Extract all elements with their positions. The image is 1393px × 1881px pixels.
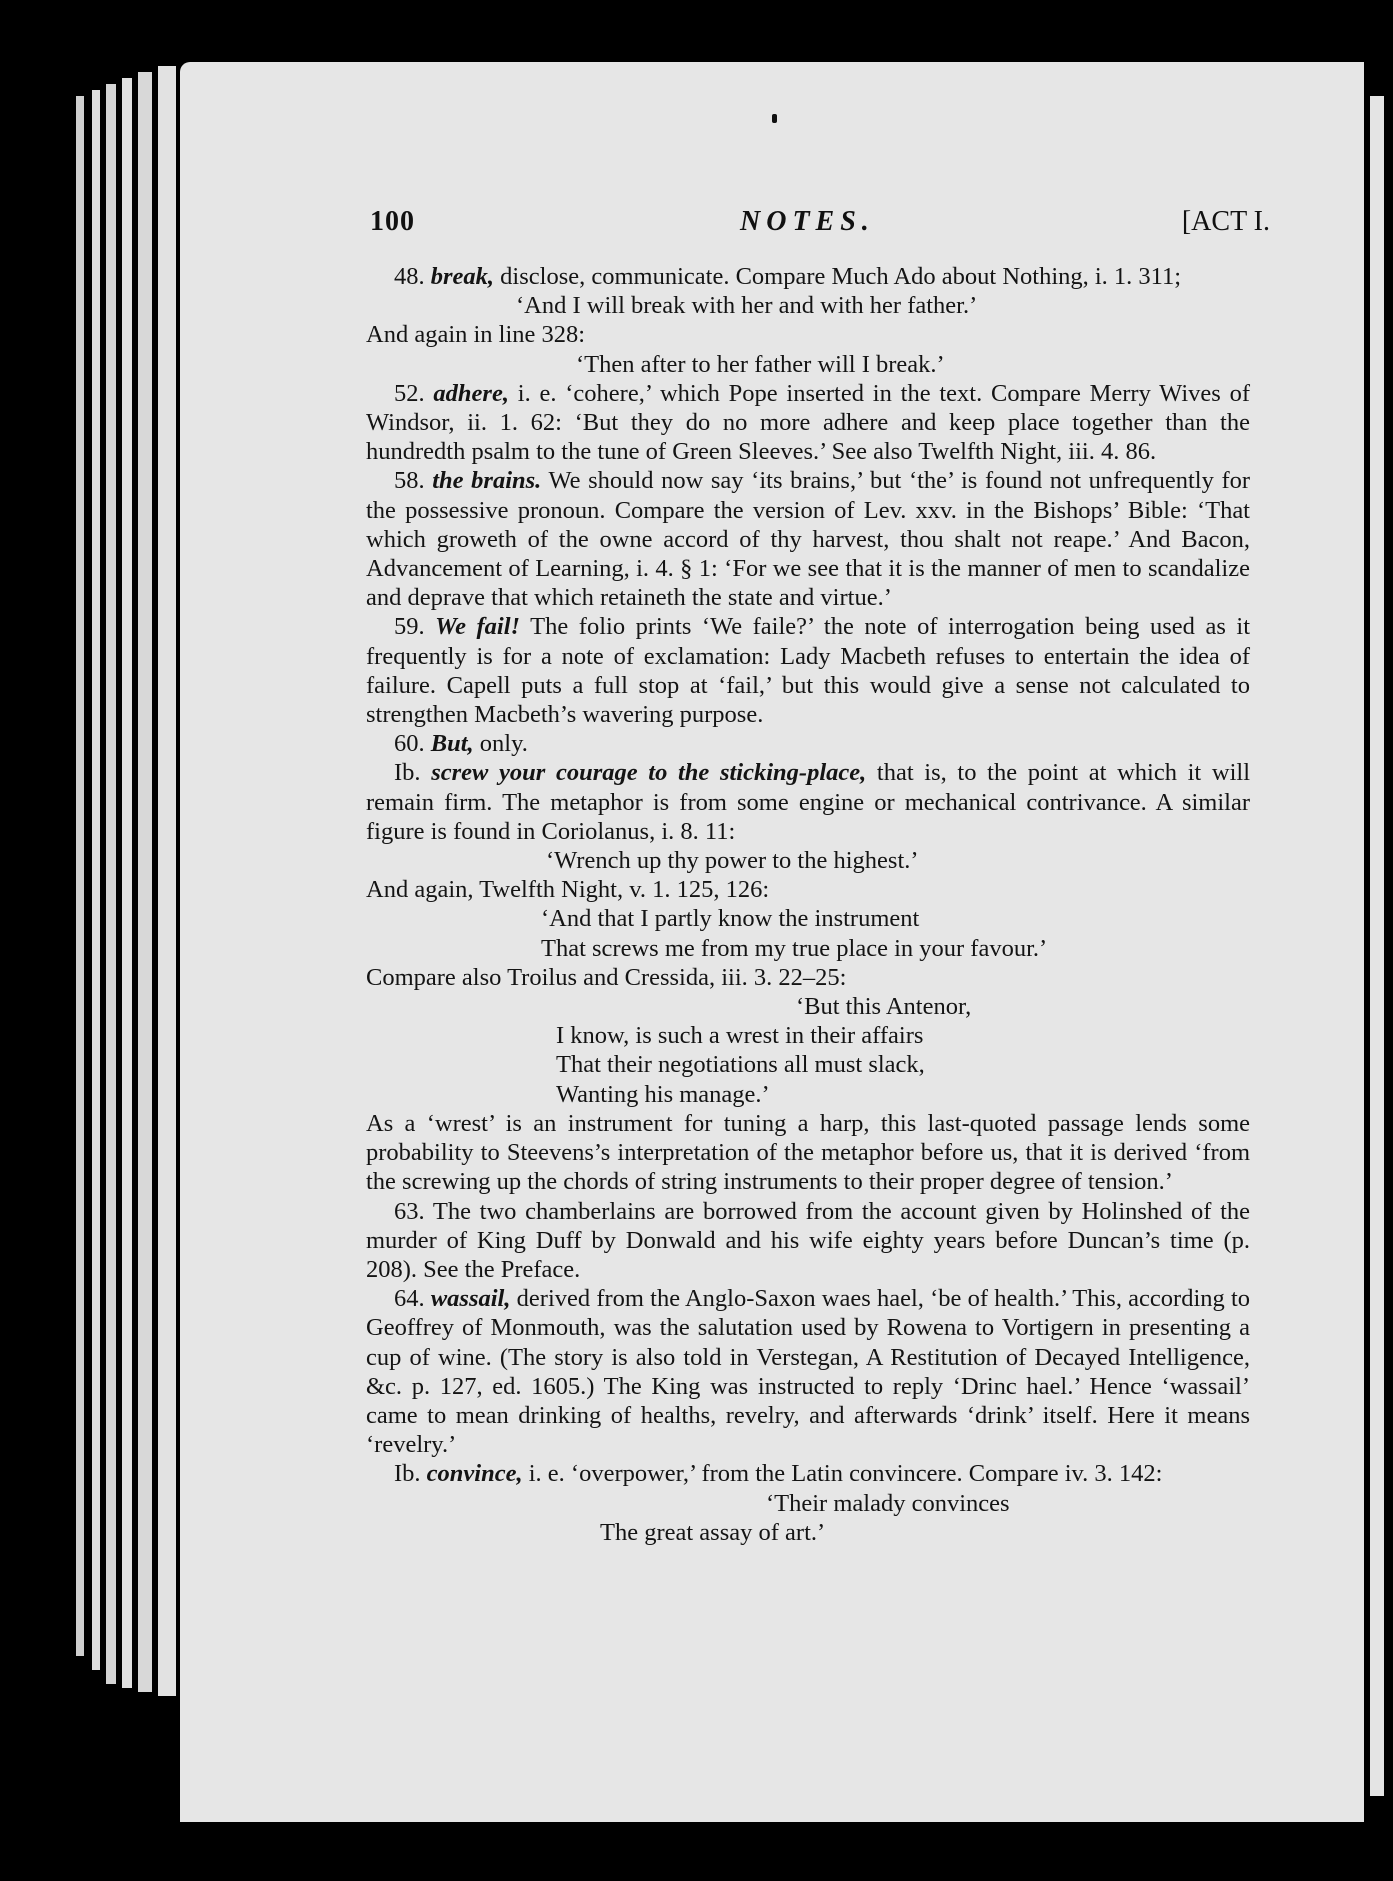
- note-entry: [366, 466, 1250, 612]
- running-header: [370, 206, 1270, 242]
- quotation-line: Wanting his manage.’: [556, 1080, 770, 1108]
- note-number: Ib.: [394, 1460, 427, 1488]
- note-headword: the brains.: [432, 467, 542, 495]
- note-number: 63.: [394, 1197, 433, 1225]
- note-number: 59.: [394, 613, 436, 641]
- note-paragraph: And again in line 328:: [366, 321, 586, 349]
- note-paragraph: As a ‘wrest’ is an instrument for tuning a harp, this last-quoted passage lends some probability to Steevens’s interpretation of the metaphor before us, that it is derived ‘from the screwing up the chords of string instruments to their proper degree of tension.’: [366, 1109, 1250, 1196]
- note-number: 48.: [394, 263, 431, 290]
- page-edge: [122, 78, 132, 1688]
- note-number: 52.: [394, 379, 434, 407]
- note-entry: [366, 1197, 1250, 1285]
- note-text: We should now say ‘its brains,’ but ‘the’ is found not unfrequently for the possessive pronoun. Compare the version of Lev. xxv. in the Bishops’ Bible: ‘That which groweth of the owne accord of thy harvest, thou shalt not reape.’ And Bacon, Advancement of Learning, i. 4. § 1: ‘For we see that it is the manner of men to scandalize and deprave that which retaineth the state and virtue.’: [366, 467, 1251, 612]
- note-paragraph: Compare also Troilus and Cressida, iii. 3. 22–25:: [366, 963, 847, 991]
- quotation-line: The great assay of art.’: [600, 1518, 826, 1546]
- note-entry: [366, 729, 1250, 758]
- quotation-line: ‘Then after to her father will I break.’: [576, 350, 945, 378]
- page-number: 100: [370, 206, 415, 237]
- note-text: derived from the Anglo-Saxon waes hael, ‘be of health.’ This, according to Geoffrey of Monmouth, was the salutation used by Rowena to Vortigern in presenting a cup of wine. (The story is also told in Verstegan, A Restitution of Decayed Intelligence, &c. p. 127, ed. 1605.) The King was instructed to reply ‘Drinc hael.’ Hence ‘wassail’ came to mean drinking of healths, revelry, and afterwards ‘drink’ itself. Here it means ‘revelry.’: [366, 1285, 1251, 1459]
- note-text: disclose, communicate. Compare Much Ado about Nothing, i. 1. 311;: [494, 263, 1182, 290]
- note-number: 58.: [394, 467, 433, 495]
- page-edge-right: [1370, 96, 1384, 1796]
- note-entry: [366, 1459, 1250, 1488]
- quotation-line: ‘And that I partly know the instrument: [541, 905, 920, 933]
- quotation-line: I know, is such a wrest in their affairs: [556, 1022, 924, 1050]
- note-entry: [366, 758, 1250, 846]
- note-text: only.: [473, 730, 528, 758]
- note-entry: [366, 262, 1250, 291]
- note-headword: But,: [430, 730, 474, 758]
- quotation-line: ‘But this Antenor,: [796, 993, 972, 1021]
- note-headword: adhere,: [433, 379, 509, 407]
- note-text: i. e. ‘overpower,’ from the Latin convincere. Compare iv. 3. 142:: [522, 1460, 1163, 1488]
- note-headword: convince,: [426, 1460, 523, 1488]
- note-number: Ib.: [394, 759, 432, 787]
- page-edge: [92, 90, 100, 1670]
- quotation-line: ‘Their malady convinces: [766, 1489, 1010, 1517]
- ink-mark: [772, 114, 777, 123]
- quotation-line: That screws me from my true place in your favour.’: [541, 934, 1048, 962]
- note-paragraph: And again, Twelfth Night, v. 1. 125, 126:: [366, 876, 770, 904]
- note-headword: screw your courage to the sticking-place,: [431, 759, 867, 787]
- note-number: 60.: [394, 730, 431, 758]
- page-edge: [106, 84, 116, 1684]
- note-text: The two chamberlains are borrowed from the account given by Holinshed of the murder of King Duff by Donwald and his wife eighty years before Duncan’s time (p. 208). See the Preface.: [366, 1197, 1251, 1283]
- page-edge: [158, 66, 176, 1696]
- note-headword: break,: [430, 263, 495, 290]
- note-entry: [366, 612, 1250, 729]
- quotation-line: That their negotiations all must slack,: [556, 1051, 925, 1079]
- note-entry: [366, 1284, 1250, 1459]
- note-text: i. e. ‘cohere,’ which Pope inserted in the text. Compare Merry Wives of Windsor, ii. 1. 62: ‘But they do no more adhere and keep place together than the hundredth psalm to the tune of Green Sleeves.’ See also Twelfth Night, iii. 4. 86.: [366, 379, 1250, 466]
- note-text: that is, to the point at which it will remain firm. The metaphor is from some engine or mechanical contrivance. A similar figure is found in Coriolanus, i. 8. 11:: [366, 759, 1250, 845]
- running-title: NOTES.: [740, 206, 875, 237]
- page-edge: [138, 72, 152, 1692]
- note-headword: wassail,: [430, 1285, 511, 1313]
- note-number: 64.: [394, 1285, 431, 1313]
- notes-body: [366, 262, 1250, 1547]
- note-text: The folio prints ‘We faile?’ the note of interrogation being used as it frequently is for a note of exclamation: Lady Macbeth refuses to entertain the idea of failure. Capell puts a full stop at ‘fail,’ but this would give a sense not calculated to strengthen Macbeth’s wavering purpose.: [366, 613, 1251, 729]
- quotation-line: ‘Wrench up thy power to the highest.’: [546, 847, 919, 875]
- quotation-line: ‘And I will break with her and with her father.’: [516, 292, 978, 320]
- act-marker: [ACT I.: [1181, 206, 1270, 237]
- note-entry: [366, 379, 1250, 467]
- note-headword: We fail!: [435, 613, 521, 641]
- page-edge: [76, 96, 84, 1656]
